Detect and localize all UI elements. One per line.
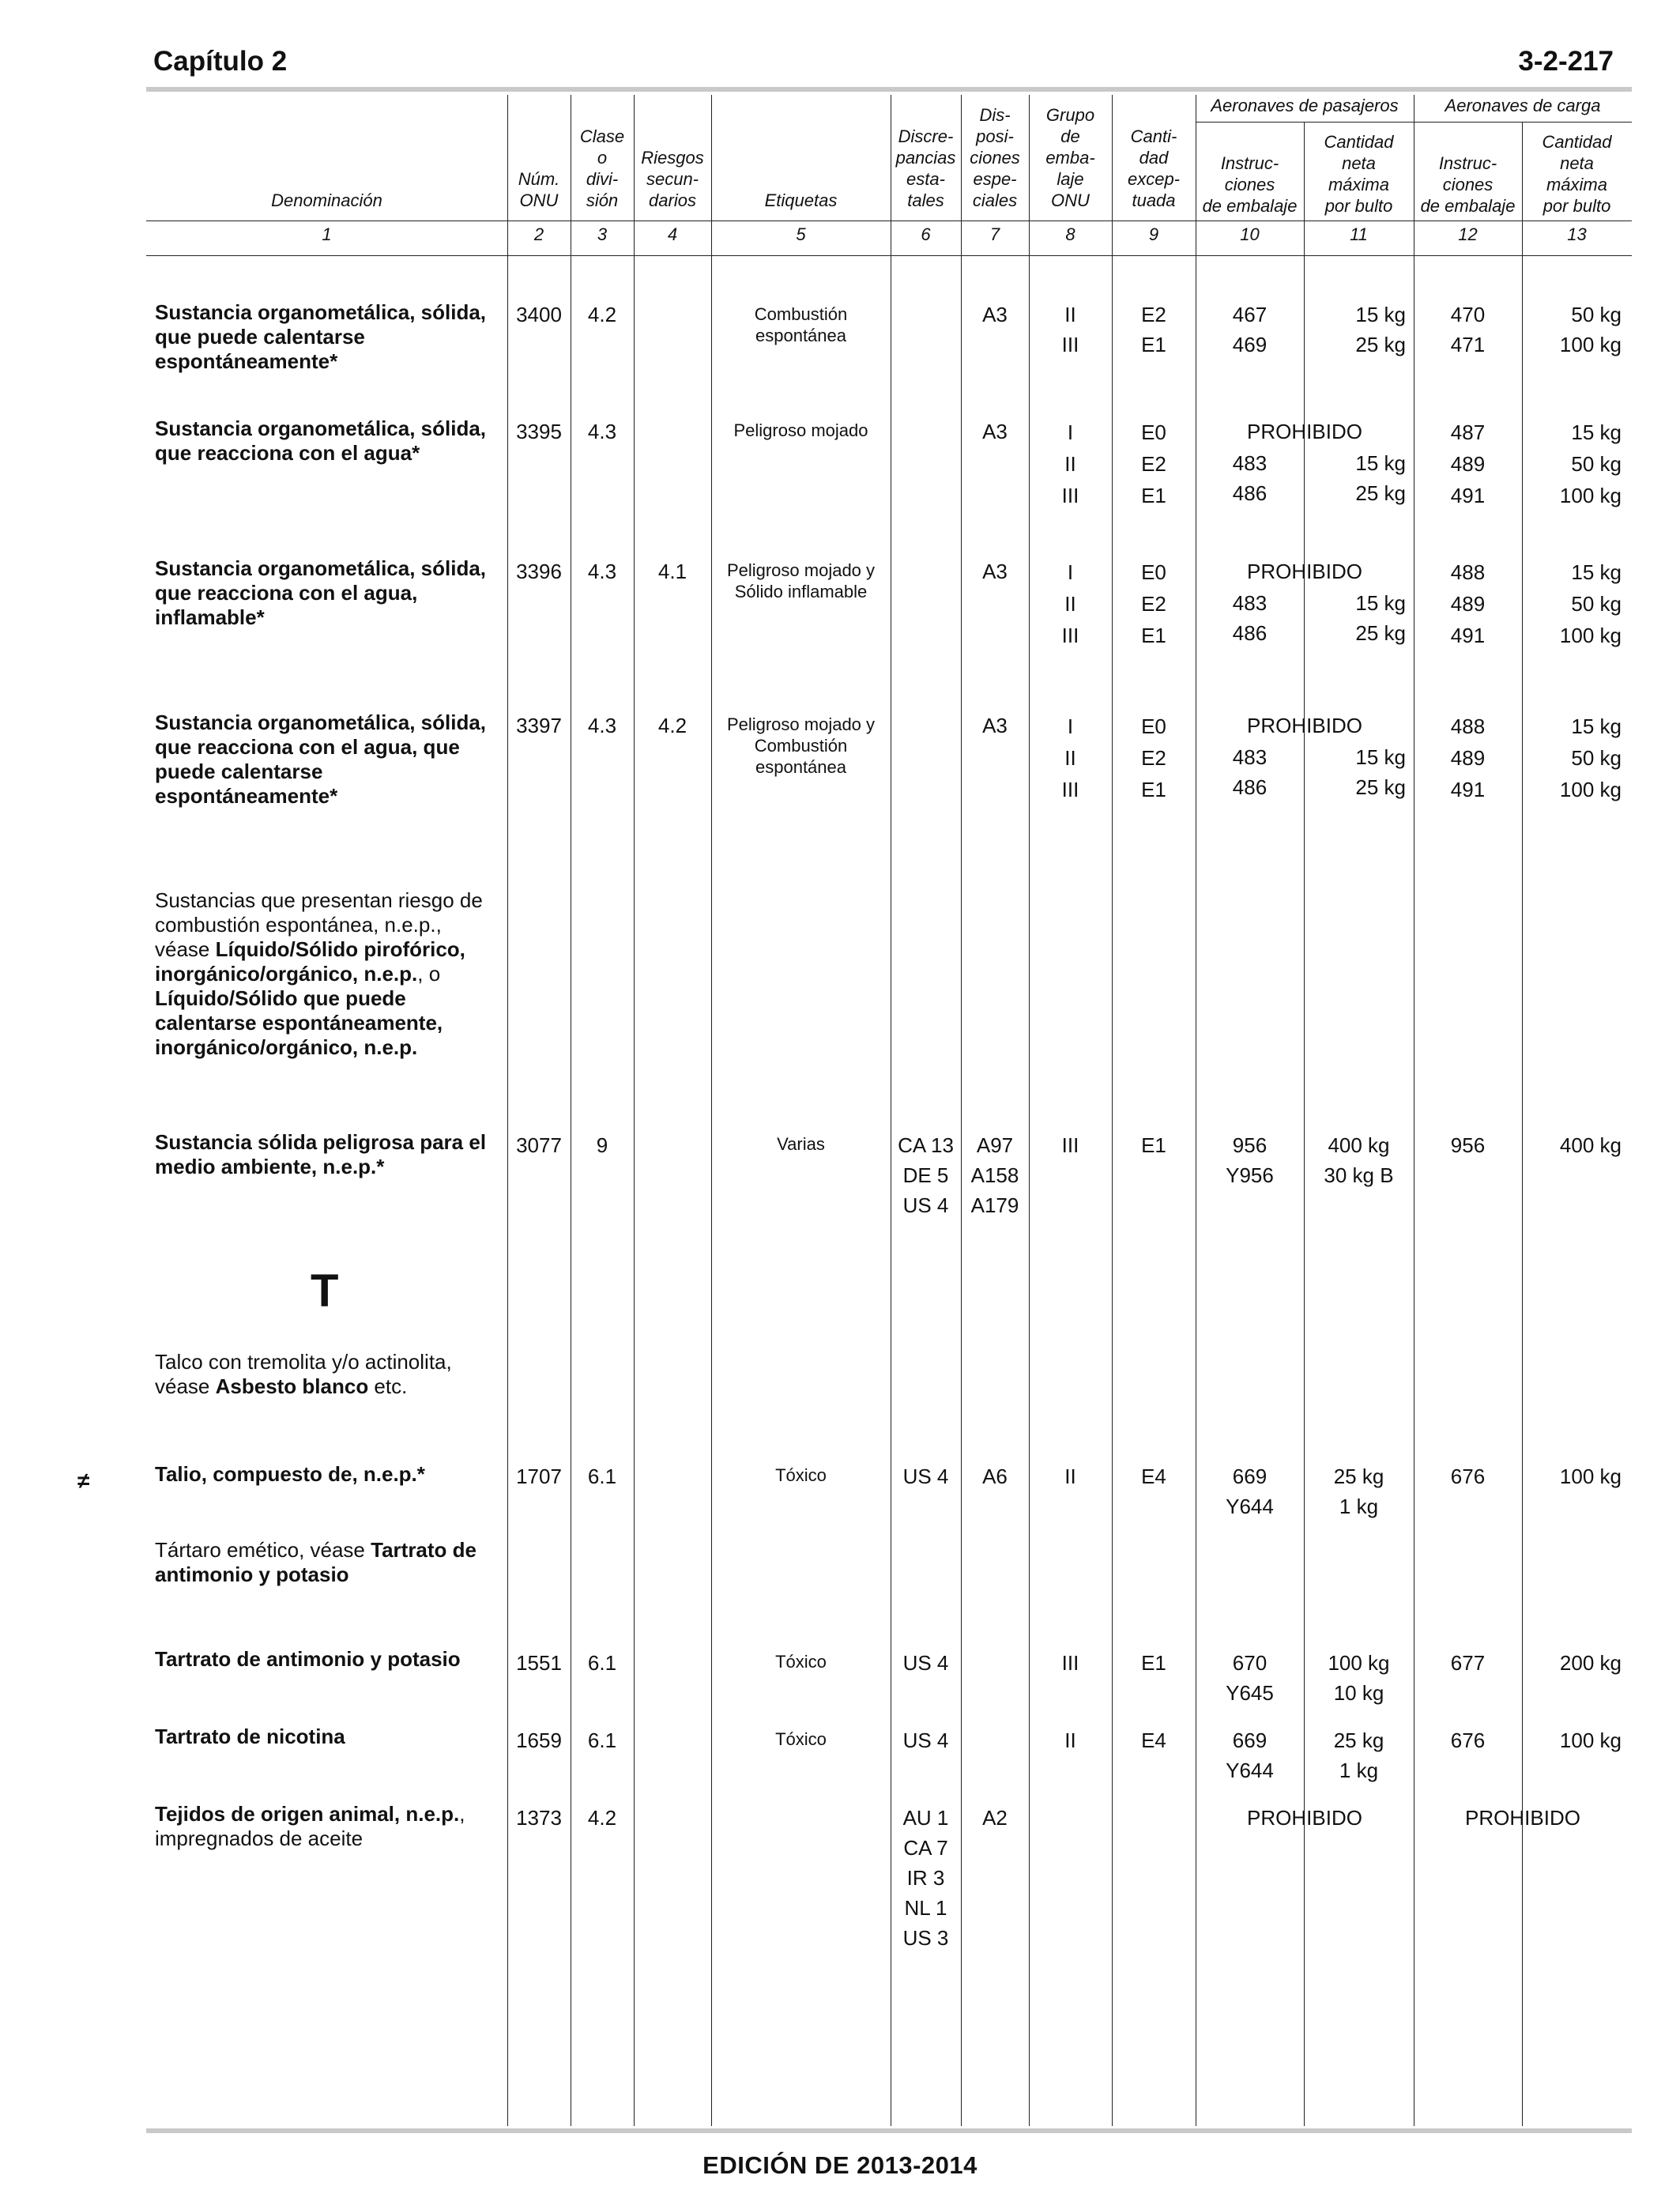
col-number: 8 — [1065, 224, 1075, 244]
row-onu: 1373 — [516, 1806, 562, 1830]
row-cant-exc: E4 — [1141, 1465, 1166, 1488]
row-prohibido-pasajeros: PROHIBIDO — [1247, 1806, 1362, 1830]
row-grupo: III — [1061, 1133, 1079, 1157]
row-p-inst: 483 486 — [1232, 451, 1268, 505]
row-disc: CA 13 DE 5 US 4 — [898, 1133, 954, 1217]
bottom-rule — [146, 2128, 1632, 2133]
header-num-onu: Núm. ONU — [518, 169, 560, 210]
row-p-inst: 669 Y644 — [1226, 1465, 1274, 1518]
row-c-cant: 15 kg 50 kg 100 kg — [1559, 420, 1622, 507]
row-disc: US 4 — [902, 1651, 949, 1675]
row-p-inst: 467 469 — [1232, 303, 1268, 356]
header-aeronaves-carga: Aeronaves de carga — [1445, 96, 1601, 115]
header-instrucciones-carga: Instruc- ciones de embalaje — [1420, 153, 1516, 216]
col-number: 13 — [1567, 224, 1587, 244]
row-c-cant: 100 kg — [1559, 1465, 1622, 1488]
row-disp: A3 — [982, 420, 1008, 443]
row-onu: 3400 — [516, 303, 562, 326]
row-grupo: II III — [1061, 303, 1079, 356]
row-disp: A3 — [982, 560, 1008, 583]
row-clase: 4.3 — [587, 560, 617, 583]
row-etiquetas: Tóxico — [775, 1652, 827, 1672]
col-number: 11 — [1350, 224, 1368, 244]
row-c-inst: 956 — [1450, 1133, 1486, 1157]
row-grupo: II — [1064, 1728, 1076, 1752]
row-clase: 6.1 — [587, 1465, 617, 1488]
col-number: 9 — [1148, 224, 1159, 244]
row-riesgos: 4.1 — [657, 560, 687, 583]
row-prohibido: PROHIBIDO — [1247, 714, 1362, 737]
header-etiquetas: Etiquetas — [764, 190, 838, 210]
row-p-cant: 15 kg 25 kg — [1355, 303, 1406, 356]
cross-reference-tartaro: Tártaro emético, véase Tartrato de antimonio y potasio — [155, 1538, 477, 1586]
page-number: 3-2-217 — [1518, 46, 1614, 77]
row-etiquetas: Peligroso mojado y Combustión espontánea — [726, 714, 876, 777]
row-clase: 4.3 — [587, 420, 617, 443]
row-prohibido-carga: PROHIBIDO — [1465, 1806, 1580, 1830]
row-denominacion: Tartrato de nicotina — [155, 1725, 345, 1748]
top-rule — [146, 87, 1632, 92]
header-riesgos: Riesgos secun- darios — [641, 148, 704, 210]
header-grupo: Grupo de emba- laje ONU — [1045, 105, 1095, 210]
col-sep — [1029, 95, 1030, 2126]
col-sep — [634, 95, 635, 2126]
row-p-cant: 100 kg 10 kg — [1328, 1651, 1390, 1705]
header-denominacion: Denominación — [271, 190, 382, 210]
row-disc: AU 1 CA 7 IR 3 NL 1 US 3 — [902, 1806, 949, 1950]
row-disp: A2 — [982, 1806, 1008, 1830]
row-etiquetas: Peligroso mojado y Sólido inflamable — [726, 560, 876, 601]
row-c-cant: 200 kg — [1559, 1651, 1622, 1675]
col-number: 7 — [989, 224, 1000, 244]
row-grupo: III — [1061, 1651, 1079, 1675]
row-clase: 6.1 — [587, 1728, 617, 1752]
row-p-inst: 669 Y644 — [1226, 1728, 1274, 1782]
header-cantidad-pasajeros: Cantidad neta máxima por bulto — [1324, 132, 1394, 216]
header-clase: Clase o divi- sión — [579, 126, 625, 210]
row-denominacion: Sustancia organometálica, sólida, que reacciona con el agua, inflamable* — [155, 556, 487, 629]
col-number: 12 — [1458, 224, 1478, 244]
row-etiquetas: Tóxico — [775, 1729, 827, 1749]
row-denominacion: Sustancia organometálica, sólida, que reacciona con el agua* — [155, 417, 487, 465]
row-clase: 4.2 — [587, 303, 617, 326]
col-number: 10 — [1240, 224, 1260, 244]
row-c-cant: 50 kg 100 kg — [1559, 303, 1622, 356]
row-cant-exc: E0 E2 E1 — [1141, 714, 1166, 801]
row-p-cant: 25 kg 1 kg — [1333, 1465, 1384, 1518]
header-cantidad-carga: Cantidad neta máxima por bulto — [1542, 132, 1612, 216]
row-grupo: I II III — [1061, 420, 1079, 507]
row-disc: US 4 — [902, 1728, 949, 1752]
col-number: 4 — [667, 224, 678, 244]
column-number-divider — [146, 255, 1632, 256]
row-disp: A3 — [982, 303, 1008, 326]
row-denominacion: Talio, compuesto de, n.e.p.* — [155, 1462, 425, 1486]
row-c-inst: 676 — [1450, 1728, 1486, 1752]
row-onu: 3396 — [516, 560, 562, 583]
header-disposiciones: Dis- posi- ciones espe- ciales — [970, 105, 1020, 210]
chapter-title: Capítulo 2 — [153, 46, 288, 77]
row-p-cant: 15 kg 25 kg — [1355, 451, 1406, 505]
row-denominacion: Sustancia sólida peligrosa para el medio ambiente, n.e.p.* — [155, 1130, 487, 1178]
row-p-cant: 15 kg 25 kg — [1355, 591, 1406, 645]
row-cant-exc: E1 — [1141, 1133, 1166, 1157]
row-p-cant: 25 kg 1 kg — [1333, 1728, 1384, 1782]
col-sep — [1112, 95, 1113, 2126]
row-cant-exc: E4 — [1141, 1728, 1166, 1752]
row-c-cant: 400 kg — [1559, 1133, 1622, 1157]
row-p-cant: 15 kg 25 kg — [1355, 745, 1406, 799]
row-p-inst: 956 Y956 — [1226, 1133, 1274, 1187]
row-denominacion: Tartrato de antimonio y potasio — [155, 1647, 461, 1671]
row-onu: 1707 — [516, 1465, 562, 1488]
row-grupo: I II III — [1061, 560, 1079, 647]
row-etiquetas: Combustión espontánea — [754, 304, 848, 345]
row-etiquetas: Tóxico — [775, 1465, 827, 1485]
row-onu: 1659 — [516, 1728, 562, 1752]
row-disc: US 4 — [902, 1465, 949, 1488]
row-disp: A97 A158 A179 — [970, 1133, 1019, 1217]
cross-reference-talco: Talco con tremolita y/o actinolita, véase Asbesto blanco etc. — [155, 1350, 452, 1398]
row-cant-exc: E1 — [1141, 1651, 1166, 1675]
row-c-inst: 488 489 491 — [1450, 714, 1486, 801]
row-clase: 4.2 — [587, 1806, 617, 1830]
row-disp: A3 — [982, 714, 1008, 737]
row-denominacion: Sustancia organometálica, sólida, que puede calentarse espontáneamente* — [155, 300, 487, 373]
row-c-cant: 15 kg 50 kg 100 kg — [1559, 714, 1622, 801]
row-c-inst: 470 471 — [1450, 303, 1486, 356]
letter-heading: T — [311, 1265, 339, 1317]
row-clase: 6.1 — [587, 1651, 617, 1675]
row-cant-exc: E0 E2 E1 — [1141, 560, 1166, 647]
row-onu: 3397 — [516, 714, 562, 737]
col-sep — [711, 95, 712, 2126]
col-number: 6 — [921, 224, 931, 244]
row-c-cant: 100 kg — [1559, 1728, 1622, 1752]
col-number: 5 — [796, 224, 806, 244]
row-disp: A6 — [982, 1465, 1008, 1488]
row-p-inst: 483 486 — [1232, 591, 1268, 645]
row-etiquetas: Varias — [777, 1134, 825, 1154]
footer-edition: EDICIÓN DE 2013-2014 — [703, 2151, 977, 2179]
row-prohibido: PROHIBIDO — [1247, 560, 1362, 583]
col-number: 2 — [533, 224, 544, 244]
row-c-inst: 488 489 491 — [1450, 560, 1486, 647]
row-denominacion: Tejidos de origen animal, n.e.p., impregnados de aceite — [155, 1802, 465, 1850]
header-aeronaves-pasajeros: Aeronaves de pasajeros — [1211, 96, 1399, 115]
cross-reference-combustion: Sustancias que presentan riesgo de combustión espontánea, n.e.p., véase Líquido/Sólido pirofórico, inorgánico/orgánico, n.e.p., o Líquido/Sólido que puede calentarse espontáneamente, inorgánico/orgánico, n.e.p. — [155, 888, 483, 1059]
header-cantidad-exceptuada: Canti- dad excep- tuada — [1127, 126, 1181, 210]
row-p-cant: 400 kg 30 kg B — [1324, 1133, 1394, 1187]
row-grupo: II — [1064, 1465, 1076, 1488]
row-clase: 4.3 — [587, 714, 617, 737]
row-grupo: I II III — [1061, 714, 1079, 801]
header-discrepancias: Discre- pancias esta- tales — [895, 126, 956, 210]
row-p-inst: 670 Y645 — [1226, 1651, 1274, 1705]
row-onu: 3395 — [516, 420, 562, 443]
col-number: 3 — [597, 224, 608, 244]
row-riesgos: 4.2 — [657, 714, 687, 737]
row-clase: 9 — [596, 1133, 608, 1157]
row-onu: 1551 — [516, 1651, 562, 1675]
change-mark: ≠ — [77, 1468, 90, 1493]
row-c-inst: 487 489 491 — [1450, 420, 1486, 507]
row-c-inst: 677 — [1450, 1651, 1486, 1675]
col-number: 1 — [322, 224, 332, 244]
row-cant-exc: E0 E2 E1 — [1141, 420, 1166, 507]
row-denominacion: Sustancia organometálica, sólida, que reacciona con el agua, que puede calentarse espontáneamente* — [155, 711, 487, 808]
row-prohibido: PROHIBIDO — [1247, 420, 1362, 443]
row-etiquetas: Peligroso mojado — [733, 420, 868, 440]
row-p-inst: 483 486 — [1232, 745, 1268, 799]
row-c-inst: 676 — [1450, 1465, 1486, 1488]
row-c-cant: 15 kg 50 kg 100 kg — [1559, 560, 1622, 647]
row-onu: 3077 — [516, 1133, 562, 1157]
header-instrucciones-pasajeros: Instruc- ciones de embalaje — [1202, 153, 1298, 216]
row-cant-exc: E2 E1 — [1141, 303, 1166, 356]
